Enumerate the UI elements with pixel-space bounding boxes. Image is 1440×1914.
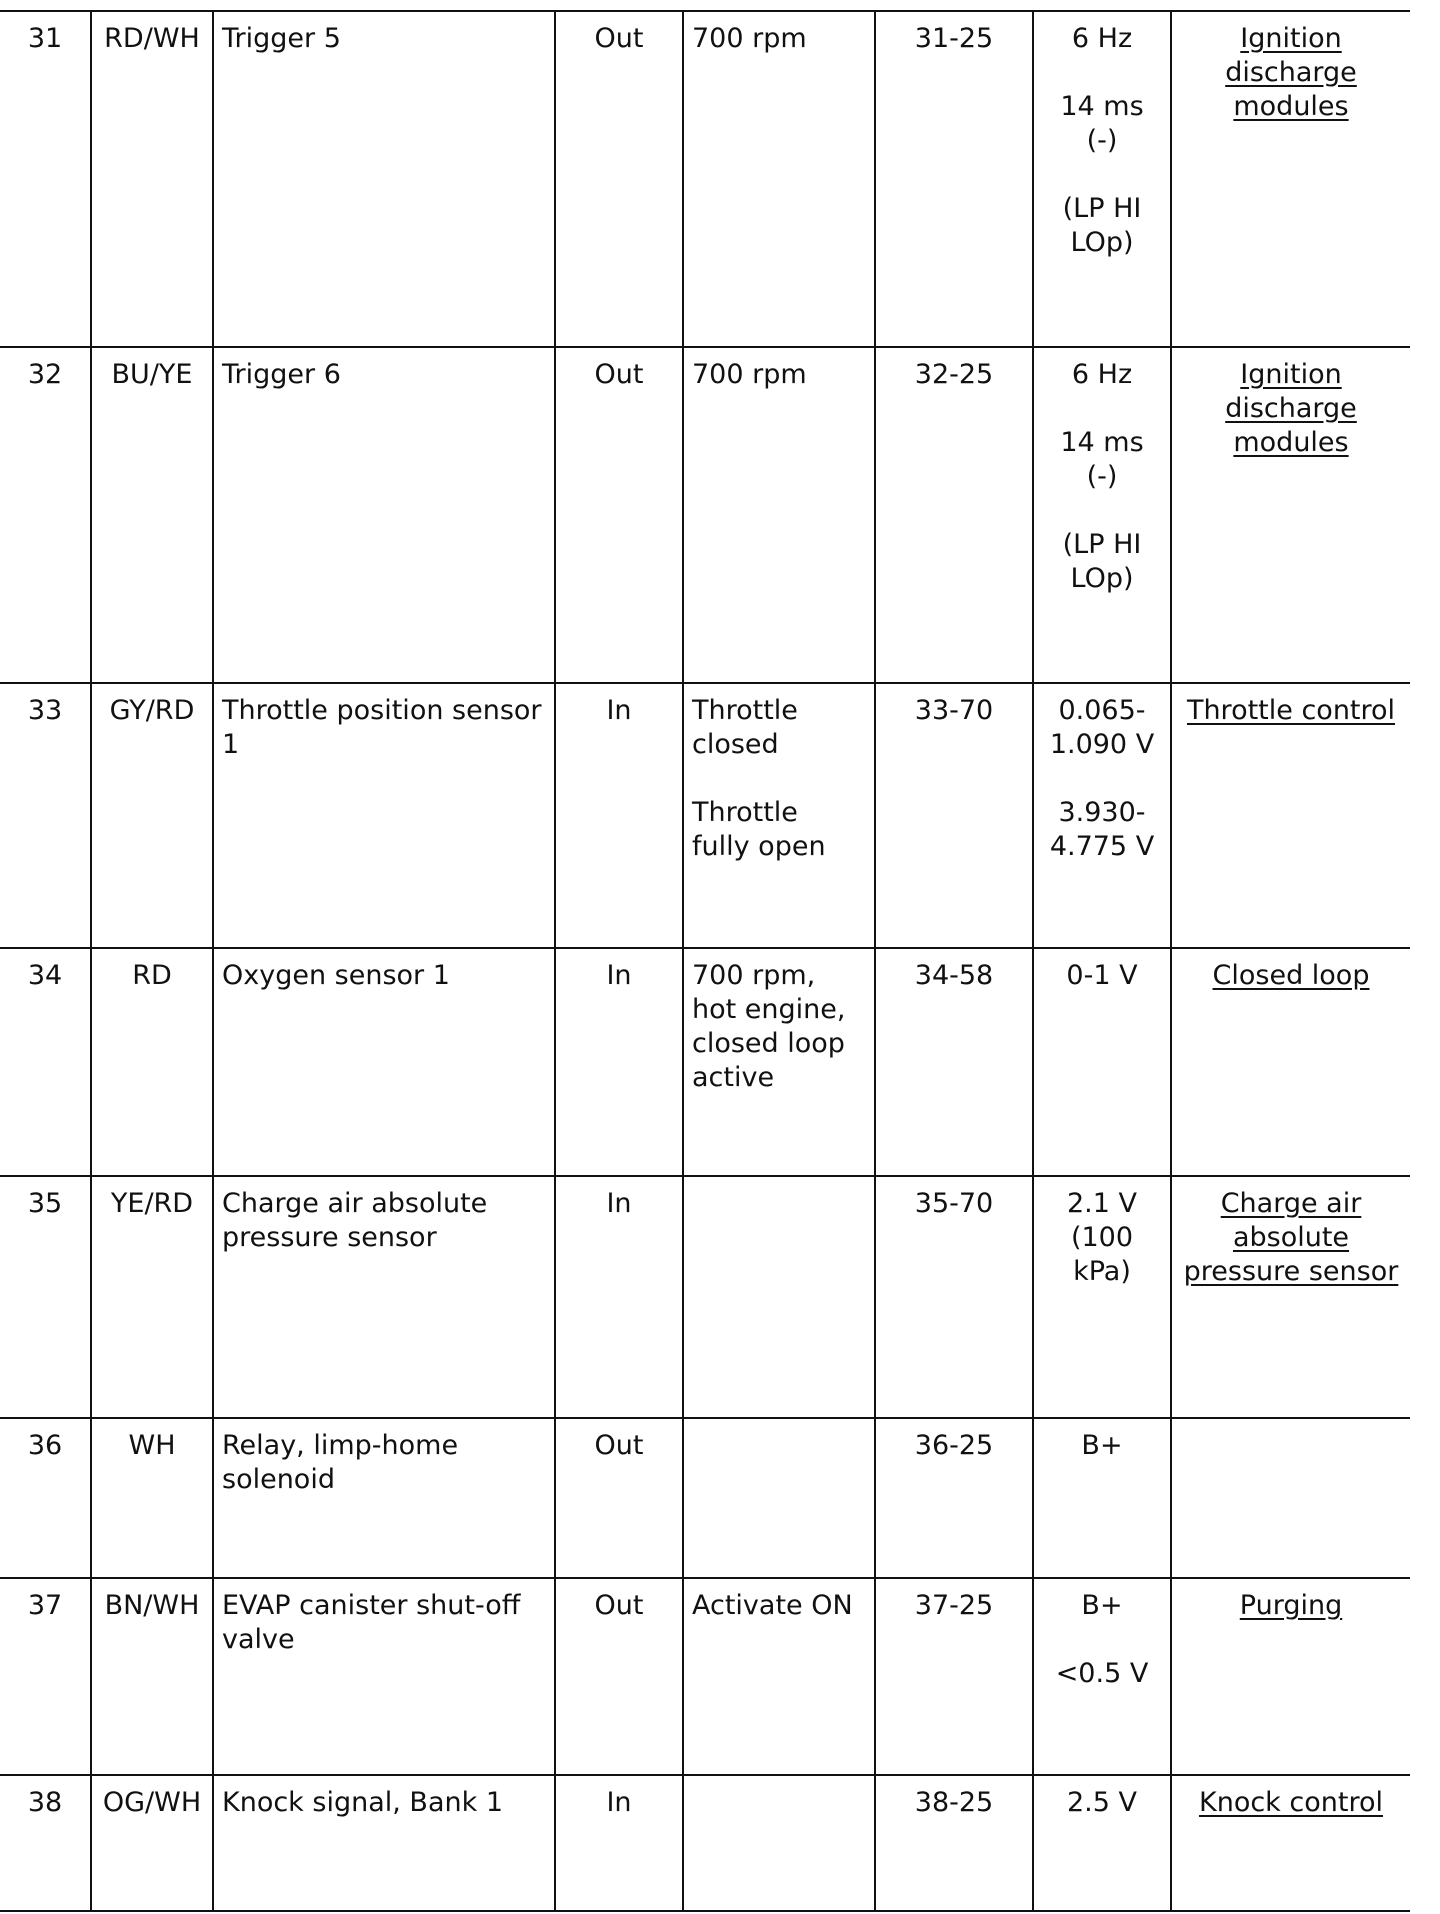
- pin-number-cell: 36: [0, 1418, 91, 1578]
- pin-number-cell: 38: [0, 1775, 91, 1911]
- reference-cell: [1171, 948, 1410, 1176]
- test-terminals-cell: 35-70: [875, 1176, 1033, 1418]
- description-cell: Relay, limp-home solenoid: [213, 1418, 555, 1578]
- cell-line: 0.065-: [1058, 695, 1146, 726]
- cell-line: <0.5 V: [1055, 1658, 1149, 1689]
- nominal-value-cell: [1033, 1418, 1171, 1578]
- pin-number-cell: 32: [0, 347, 91, 683]
- cell-line: [1042, 158, 1162, 192]
- cell-line: closed loop: [692, 1028, 845, 1059]
- table-row: [0, 948, 1410, 1176]
- reference-cell: [1171, 11, 1410, 347]
- cell-line: (100: [1070, 1222, 1134, 1253]
- cell-line: LOp): [1070, 563, 1134, 594]
- wire-color-cell: BU/YE: [91, 347, 213, 683]
- cell-line: B+: [1081, 1590, 1123, 1621]
- description-cell: Oxygen sensor 1: [213, 948, 555, 1176]
- test-condition-cell: [683, 1176, 875, 1418]
- test-condition-cell: [683, 347, 875, 683]
- nominal-value-cell: [1033, 948, 1171, 1176]
- test-condition-cell: [683, 11, 875, 347]
- test-terminals-cell: 31-25: [875, 11, 1033, 347]
- reference-link[interactable]: Closed loop: [1212, 960, 1370, 991]
- table-row: [0, 1176, 1410, 1418]
- cell-line: active: [692, 1062, 775, 1093]
- reference-cell: [1171, 683, 1410, 948]
- pin-number-cell: 37: [0, 1578, 91, 1775]
- cell-line: [1042, 494, 1162, 528]
- reference-link[interactable]: Ignition discharge modules: [1225, 359, 1357, 458]
- nominal-value-cell: [1033, 1176, 1171, 1418]
- nominal-value-cell: [1033, 1775, 1171, 1911]
- cell-line: 1.090 V: [1049, 729, 1155, 760]
- nominal-value-cell: [1033, 1578, 1171, 1775]
- cell-line: 0-1 V: [1066, 960, 1138, 991]
- cell-line: 3.930-: [1058, 797, 1146, 828]
- description-cell: Trigger 5: [213, 11, 555, 347]
- wire-color-cell: WH: [91, 1418, 213, 1578]
- direction-cell: In: [555, 683, 683, 948]
- cell-line: [1042, 392, 1162, 426]
- table-row: [0, 1418, 1410, 1578]
- test-condition-cell: [683, 1418, 875, 1578]
- pin-number-cell: 31: [0, 11, 91, 347]
- test-condition-cell: [683, 1578, 875, 1775]
- test-terminals-cell: 32-25: [875, 347, 1033, 683]
- description-cell: Throttle position sensor 1: [213, 683, 555, 948]
- wire-color-cell: OG/WH: [91, 1775, 213, 1911]
- cell-line: (-): [1086, 461, 1118, 492]
- reference-cell: [1171, 1418, 1410, 1578]
- nominal-value-cell: [1033, 347, 1171, 683]
- direction-cell: In: [555, 1176, 683, 1418]
- cell-line: B+: [1081, 1430, 1123, 1461]
- reference-link[interactable]: Knock control: [1199, 1787, 1383, 1818]
- wire-color-cell: YE/RD: [91, 1176, 213, 1418]
- cell-line: Activate ON: [692, 1590, 853, 1621]
- cell-line: 6 Hz: [1071, 23, 1133, 54]
- cell-line: 2.1 V: [1067, 1188, 1137, 1219]
- test-condition-cell: [683, 683, 875, 948]
- table-row: [0, 1578, 1410, 1775]
- reference-cell: [1171, 347, 1410, 683]
- wire-color-cell: RD: [91, 948, 213, 1176]
- cell-line: [692, 762, 866, 796]
- wire-color-cell: GY/RD: [91, 683, 213, 948]
- cell-line: kPa): [1073, 1256, 1131, 1287]
- table-row: [0, 11, 1410, 347]
- cell-line: closed: [692, 729, 779, 760]
- cell-line: 700 rpm: [692, 359, 807, 390]
- reference-link[interactable]: Purging: [1239, 1590, 1343, 1621]
- wire-color-cell: RD/WH: [91, 11, 213, 347]
- direction-cell: In: [555, 1775, 683, 1911]
- direction-cell: Out: [555, 1418, 683, 1578]
- cell-line: 2.5 V: [1067, 1787, 1137, 1818]
- reference-cell: [1171, 1775, 1410, 1911]
- reference-link[interactable]: Throttle control: [1186, 695, 1396, 726]
- reference-link[interactable]: Ignition discharge modules: [1225, 23, 1357, 122]
- direction-cell: In: [555, 948, 683, 1176]
- direction-cell: Out: [555, 1578, 683, 1775]
- cell-line: (LP HI: [1062, 193, 1142, 224]
- cell-line: Throttle: [692, 695, 798, 726]
- cell-line: [1042, 1623, 1162, 1657]
- direction-cell: Out: [555, 347, 683, 683]
- cell-line: 14 ms: [1060, 427, 1144, 458]
- cell-line: 6 Hz: [1071, 359, 1133, 390]
- table-row: [0, 347, 1410, 683]
- description-cell: Charge air absolute pressure sensor: [213, 1176, 555, 1418]
- cell-line: fully open: [692, 831, 826, 862]
- cell-line: LOp): [1070, 227, 1134, 258]
- description-cell: Knock signal, Bank 1: [213, 1775, 555, 1911]
- reference-cell: [1171, 1578, 1410, 1775]
- cell-line: [1042, 762, 1162, 796]
- reference-link[interactable]: Charge air absolute pressure sensor: [1183, 1188, 1399, 1287]
- pin-table: [0, 10, 1410, 1912]
- cell-line: hot engine,: [692, 994, 846, 1025]
- cell-line: 700 rpm: [692, 23, 807, 54]
- pin-number-cell: 34: [0, 948, 91, 1176]
- pin-rows: [0, 11, 1410, 1911]
- cell-line: 4.775 V: [1049, 831, 1155, 862]
- cell-line: (-): [1086, 125, 1118, 156]
- reference-cell: [1171, 1176, 1410, 1418]
- test-terminals-cell: 37-25: [875, 1578, 1033, 1775]
- wire-color-cell: BN/WH: [91, 1578, 213, 1775]
- test-condition-cell: [683, 948, 875, 1176]
- test-terminals-cell: 38-25: [875, 1775, 1033, 1911]
- test-terminals-cell: 33-70: [875, 683, 1033, 948]
- nominal-value-cell: [1033, 11, 1171, 347]
- direction-cell: Out: [555, 11, 683, 347]
- cell-line: 14 ms: [1060, 91, 1144, 122]
- cell-line: (LP HI: [1062, 529, 1142, 560]
- table-row: [0, 683, 1410, 948]
- table-row: [0, 1775, 1410, 1911]
- cell-line: Throttle: [692, 797, 798, 828]
- test-terminals-cell: 34-58: [875, 948, 1033, 1176]
- test-terminals-cell: 36-25: [875, 1418, 1033, 1578]
- cell-line: [1042, 56, 1162, 90]
- pin-number-cell: 33: [0, 683, 91, 948]
- description-cell: EVAP canister shut-off valve: [213, 1578, 555, 1775]
- description-cell: Trigger 6: [213, 347, 555, 683]
- test-condition-cell: [683, 1775, 875, 1911]
- cell-line: 700 rpm,: [692, 960, 816, 991]
- pin-number-cell: 35: [0, 1176, 91, 1418]
- nominal-value-cell: [1033, 683, 1171, 948]
